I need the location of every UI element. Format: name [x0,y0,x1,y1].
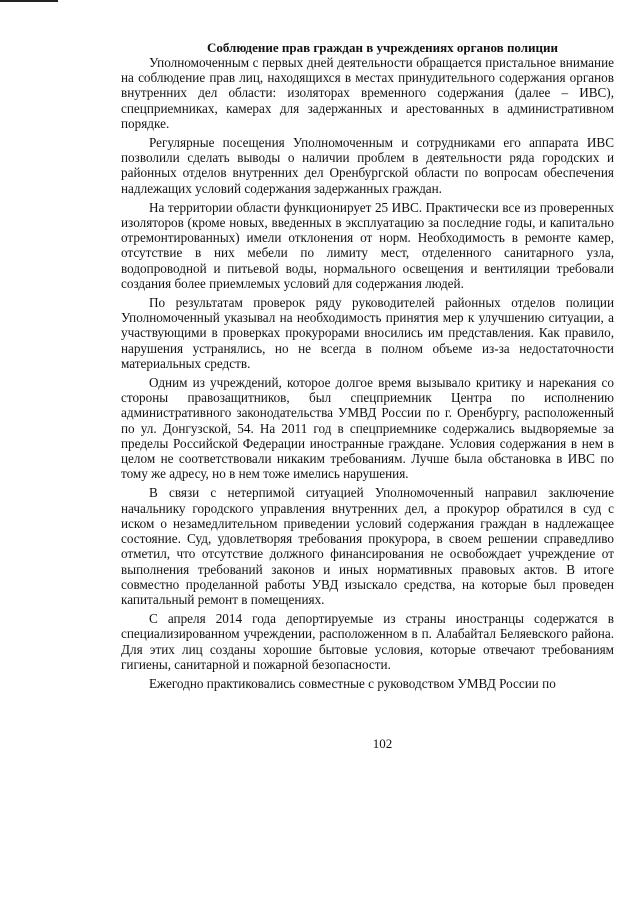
paragraph-3: На территории области функционирует 25 ИВС. Практически все из проверенных изоляторов (кроме новых, введенных в эксплуатацию за последние годы, и капитально отремонтированных) имели отклонения от норм. Необходимость в ремонте камер, отсутствие в них мебели по лимиту мест, отделенного санитарного узла, водопроводной и питьевой воды, нормального освещения и вентиляции требовали создания более приемлемых условий для содержания людей. [121,199,614,291]
paragraph-5: Одним из учреждений, которое долгое время вызывало критику и нарекания со стороны правозащитников, был спецприемник Центра по исполнению административного законодательства УМВД России по г. Оренбургу, расположенный по ул. Донгузской, 54. На 2011 год в спецприемнике содержались выдворяемые за пределы Российской Федерации иностранные граждане. Условия содержания в нем в целом не соответствовали никаким требованиям. Лучше была обстановка в ИВС по тому же адресу, но в нем тоже имелись нарушения. [121,375,614,482]
paragraph-2: Регулярные посещения Уполномоченным и сотрудниками его аппарата ИВС позволили сделать выводы о наличии проблем в деятельности ряда городских и районных отделов внутренних дел Оренбургской области по вопросам обеспечения надлежащих условий содержания задержанных граждан. [121,135,614,196]
section-title: Соблюдение прав граждан в учреждениях органов полиции [206,40,559,55]
scan-edge-mark [0,0,58,2]
paragraph-1: Уполномоченным с первых дней деятельности обращается пристальное внимание на соблюдение прав лиц, находящихся в местах принудительного содержания органов внутренних дел области: изоляторах временного содержания (далее – ИВС), спецприемниках, камерах для задержанных и арестованных в административном порядке. [121,55,614,131]
paragraph-8: Ежегодно практиковались совместные с руководством УМВД России по [149,675,556,691]
paragraph-6: В связи с нетерпимой ситуацией Уполномоченный направил заключение начальнику городского управления внутренних дел, а прокурор обратился в суд с иском о незамедлительном приведении условий содержания граждан в надлежащее состояние. Суд, удовлетворяя требования прокурора, в своем решении справедливо отметил, что отсутствие должного финансирования не освобождает учреждение от выполнения требований законов и иных нормативных правовых актов. В итоге совместно проделанной работы УВД изыскало средства, на которые был проведен капитальный ремонт в помещениях. [121,485,614,607]
document-page [121,40,614,751]
paragraph-7: С апреля 2014 года депортируемые из страны иностранцы содержатся в специализированном учреждении, расположенном в п. Алабайтал Беляевского района. Для этих лиц созданы хорошие бытовые условия, которые отвечают требованиям гигиены, санитарной и пожарной безопасности. [121,611,614,672]
paragraph-4: По результатам проверок ряду руководителей районных отделов полиции Уполномоченный указывал на необходимость принятия мер к улучшению ситуации, а участвующими в проверках прокурорами вносились им представления. Как правило, нарушения устранялись, но не всегда в полном объеме из-за недостаточности материальных средств. [121,295,614,371]
page-number: 102 [372,736,393,751]
